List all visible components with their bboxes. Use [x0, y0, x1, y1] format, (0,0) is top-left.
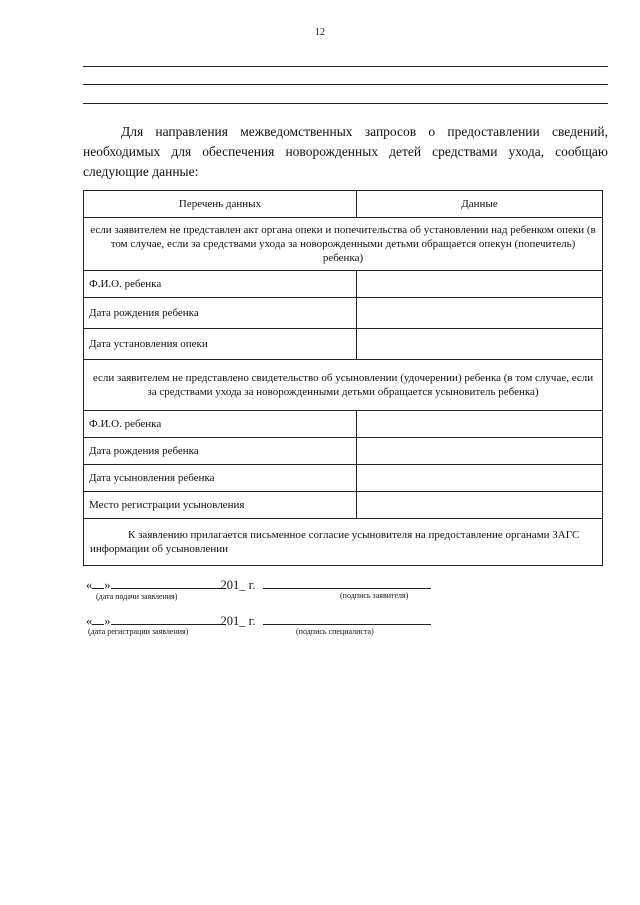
blank-line	[83, 66, 608, 67]
field-label: Дата рождения ребенка	[84, 298, 357, 329]
table-row	[84, 411, 603, 438]
signature-caption: (подпись специалиста)	[296, 627, 374, 636]
signature-blank	[263, 576, 431, 589]
month-blank	[111, 576, 221, 589]
blank-line	[83, 103, 608, 104]
table-row	[84, 438, 603, 465]
field-label: Дата усыновления ребенка	[84, 465, 357, 492]
header-data: Данные	[357, 191, 603, 218]
field-label: Дата установления опеки	[84, 329, 357, 360]
field-label: Место регистрации усыновления	[84, 492, 357, 519]
field-label: Ф.И.О. ребенка	[84, 411, 357, 438]
year-text: 201_ г.	[220, 614, 256, 628]
table-row	[84, 465, 603, 492]
date-caption: (дата подачи заявления)	[96, 592, 178, 601]
table-row	[84, 492, 603, 519]
open-quote: «	[86, 578, 93, 592]
day-blank	[92, 612, 104, 625]
day-blank	[92, 576, 104, 589]
open-quote: «	[86, 614, 93, 628]
field-value	[357, 411, 603, 438]
table-row	[84, 271, 603, 298]
page-number: 12	[315, 27, 325, 38]
field-label: Дата рождения ребенка	[84, 438, 357, 465]
month-blank	[111, 612, 221, 625]
field-value	[357, 438, 603, 465]
header-data-list: Перечень данных	[84, 191, 357, 218]
field-value	[357, 492, 603, 519]
adoption-section-row	[84, 360, 603, 411]
field-value	[357, 271, 603, 298]
field-value	[357, 329, 603, 360]
signature-blank	[263, 612, 431, 625]
close-quote: »	[104, 578, 111, 592]
signature-caption: (подпись заявителя)	[340, 591, 409, 600]
attachment-row	[84, 519, 603, 566]
adoption-note: если заявителем не представлено свидетельство об усыновлении (удочерении) ребенка (в том случае, если за средствами ухода за новорожденными детьми обращается усыновитель ребенка)	[84, 360, 603, 411]
attachment-note: К заявлению прилагается письменное согласие усыновителя на предоставление органами ЗАГС информации об усыновлении	[84, 519, 603, 566]
field-value	[357, 465, 603, 492]
blank-line	[83, 84, 608, 85]
table-header-row	[84, 191, 603, 218]
intro-paragraph: Для направления межведомственных запросов о предоставлении сведений, необходимых для обеспечения новорожденных детей средствами ухода, сообщаю следующие данные:	[83, 124, 608, 179]
guardianship-note: если заявителем не представлен акт органа опеки и попечительства об установлении над ребенком опеки (в том случае, если за средствами ухода за новорожденными детьми обращается опекун (попечитель) ребенка)	[84, 218, 603, 271]
year-text: 201_ г.	[220, 578, 256, 592]
guardianship-section-row	[84, 218, 603, 271]
date-caption: (дата регистрации заявления)	[88, 627, 189, 636]
close-quote: »	[104, 614, 111, 628]
field-label: Ф.И.О. ребенка	[84, 271, 357, 298]
table-row	[84, 329, 603, 360]
field-value	[357, 298, 603, 329]
table-row	[84, 298, 603, 329]
data-table	[83, 190, 603, 566]
